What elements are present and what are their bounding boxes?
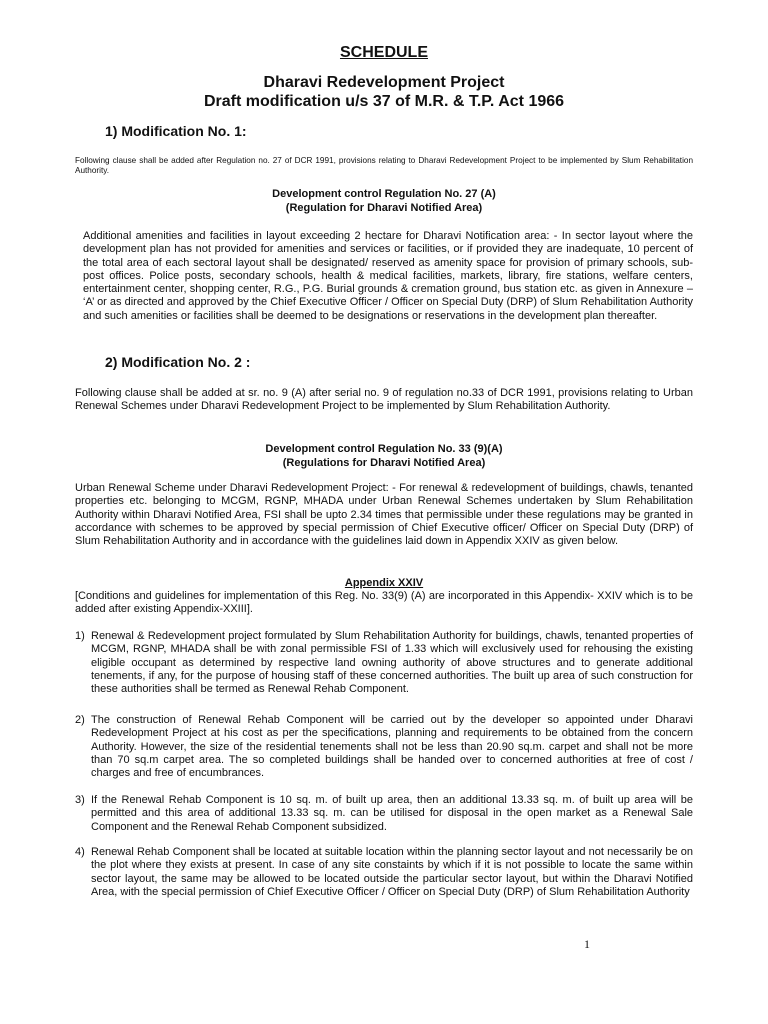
appendix-item-number: 2) <box>75 714 85 726</box>
appendix-item-text: If the Renewal Rehab Component is 10 sq. m. of built up area, then an additional 13.33 sq. m. of built up area will be permitted and this area of additional 13.33 sq. m. can be utilised for disposal in the open market as a Renewal Sale Component and the Renewal Rehab Component subsidized. <box>91 794 693 833</box>
regulation-33-subtitle: (Regulations for Dharavi Notified Area) <box>282 456 486 469</box>
appendix-item-text: Renewal Rehab Component shall be located at suitable location within the planning sector layout and not necessarily be on the plot where they exists at present. In case of any site constaints by which if it is not possible to locate the same within sector layout, the same may be allowed to be located outside the particular sector layout, but within the Dharavi Notified Area, with the special permission of Chief Executive Officer / Officer on Special Duty (DRP) of Slum Rehabilitation Authority <box>91 846 693 898</box>
draft-title: Draft modification u/s 37 of M.R. & T.P. Act 1966 <box>203 93 565 110</box>
appendix-item-text: The construction of Renewal Rehab Component will be carried out by the developer so appointed under Dharavi Redevelopment Project at his cost as per the specifications, planning and requirements to be obtained from the concern Authority. However, the size of the residential tenements shall not be less than 20.90 sq.m. carpet and shall not be more than 70 sq.m carpet area. The so completed buildings shall be handed over to concerned authorities at free of cost / charges and free of encumbrances. <box>91 714 693 780</box>
page-number: 1 <box>584 937 590 951</box>
modification-1-intro: Following clause shall be added after Regulation no. 27 of DCR 1991, provisions relating to Dharavi Redevelopment Project to be implemented by Slum Rehabilitation Authority. <box>75 156 693 175</box>
regulation-33-title: Development control Regulation No. 33 (9)(A) <box>265 443 503 455</box>
modification-1-heading: 1) Modification No. 1: <box>105 123 247 139</box>
regulation-27a-heading <box>0 188 768 215</box>
schedule-title: SCHEDULE <box>339 44 428 61</box>
project-title: Dharavi Redevelopment Project <box>263 74 505 91</box>
modification-2-intro: Following clause shall be added at sr. no. 9 (A) after serial no. 9 of regulation no.33 of DCR 1991, provisions relating to Urban Renewal Schemes under Dharavi Redevelopment Project to be implemented by Slum Rehabilitation Authority. <box>75 387 693 413</box>
appendix-item-number: 1) <box>75 630 85 642</box>
regulation-33-body: Urban Renewal Scheme under Dharavi Redevelopment Project: - For renewal & redevelopment of buildings, chawls, tenanted properties etc. belonging to MCGM, RGNP, MHADA under Urban Renewal Schemes undertaken by Slum Rehabilitation Authority within Dharavi Notified Area, FSI shall be upto 2.34 times that permissible under these regulations may be granted in accordance with schemes to be approved by special permission of Chief Executive officer/ Officer on Special Duty (DRP) of Slum Rehabilitation Authority and in accordance with the guidelines laid down in Appendix XXIV as given below. <box>75 482 693 548</box>
appendix-item-text: Renewal & Redevelopment project formulated by Slum Rehabilitation Authority for buildings, chawls, tenanted properties of MCGM, RGNP, MHADA shall be with zonal permissible FSI of 1.33 which will exclusively used for rehousing the existing eligible occupant as determined by respective land owning authority of above structures and to generate additional tenements, if any, for the purpose of housing staff of these concerned authorities. The built up area of such construction for these authorities shall be termed as Renewal Rehab Component. <box>91 630 693 696</box>
regulation-27a-body: Additional amenities and facilities in layout exceeding 2 hectare for Dharavi Notification area: - In sector layout where the development plan has not provided for amenities and services or facilities, or if provided they are inadequate, 10 percent of the total area of each sectoral layout shall be designated/ reserved as amenity space for provision of primary schools, sub-post offices. Police posts, secondary schools, health & medical facilities, markets, library, fire stations, welfare centers, entertainment center, shopping center, R.G., P.G. Burial grounds & cremation ground, bus station etc. as given in Annexure – ‘A’ or as directed and approved by the Chief Executive Officer / Officer on Special Duty (DRP) of Slum Rehabilitation Authority and such amenities or facilities shall be deemed to be designations or reservations in the development plan thereafter. <box>83 230 693 322</box>
regulation-27a-subtitle: (Regulation for Dharavi Notified Area) <box>285 201 483 214</box>
appendix-intro: [Conditions and guidelines for implementation of this Reg. No. 33(9) (A) are incorporated in this Appendix- XXIV which is to be added after existing Appendix-XXIII]. <box>75 590 693 616</box>
regulation-27a-title: Development control Regulation No. 27 (A) <box>272 188 496 200</box>
regulation-33-heading <box>0 443 768 470</box>
appendix-title: Appendix XXIV <box>344 577 424 589</box>
modification-2-heading: 2) Modification No. 2 : <box>105 354 251 370</box>
appendix-item-number: 3) <box>75 794 85 806</box>
project-title-block <box>0 73 768 111</box>
appendix-item-number: 4) <box>75 846 85 858</box>
